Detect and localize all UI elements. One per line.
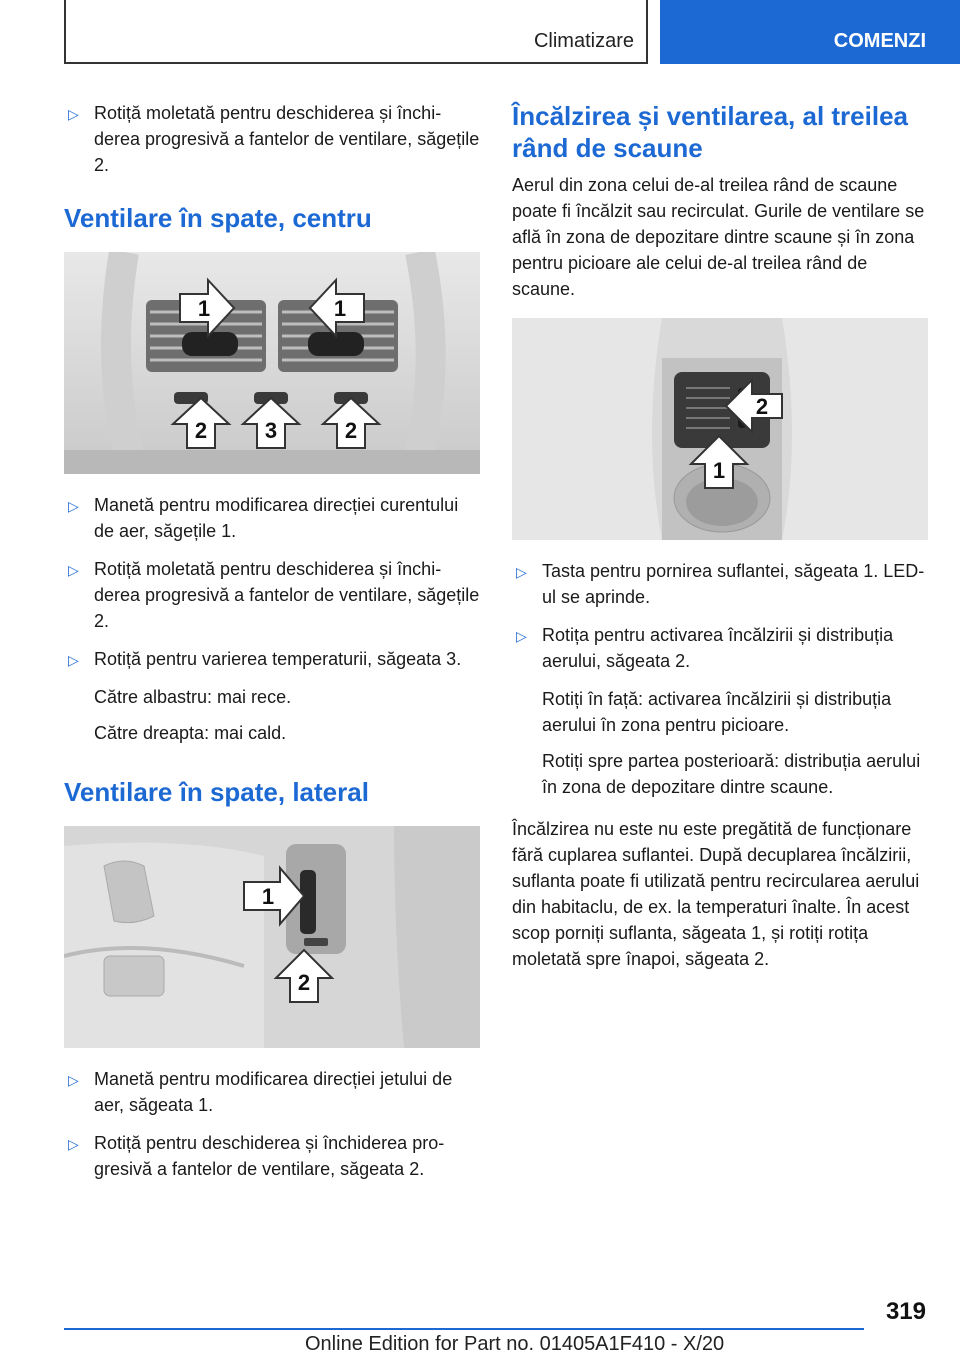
sub-item-text: Către albastru: mai rece. — [94, 687, 292, 707]
footer-divider — [64, 1328, 864, 1330]
list-item-text: Tasta pentru pornirea suflantei, săgeata 1. LED-ul se aprinde. — [542, 561, 925, 607]
figure-label: 2 — [755, 394, 769, 419]
header-chapter-tab[interactable] — [660, 0, 960, 64]
header-section-box — [64, 0, 648, 64]
bullet-triangle-icon: ▷ — [516, 628, 527, 644]
figure-label: 1 — [333, 296, 347, 321]
figure-label: 2 — [297, 970, 311, 995]
figure-label: 3 — [264, 418, 278, 443]
bullet-triangle-icon: ▷ — [68, 1136, 79, 1152]
list-item-text: Rotiță moletată pentru deschiderea și închiderea progresivă a fantelor de ventilare, săgețile 2. — [94, 559, 480, 631]
figure-third-row-console — [512, 318, 928, 540]
list-item — [64, 1066, 480, 1118]
sub-item-text: Către dreapta: mai cald. — [94, 723, 287, 743]
closing-paragraph: Încălzirea nu este nu este pregătită de funcționare fără cuplarea suflantei. După decuplarea încălzirii, suflanta poate fi utilizată pentru recircularea aerului din habitaclu, de ex. la temperaturi înalte. În acest scop porniți suflanta, săgeata 1, și rotiți rotița moletată spre înapoi, săgeata 2. — [512, 819, 920, 969]
section-heading-third-row: Încălzirea și ventilarea, al treilea rând de scaune — [512, 101, 909, 163]
bullet-triangle-icon: ▷ — [68, 106, 79, 122]
sub-item-text: Rotiți spre partea posterioară: distribuția aerului în zona de depozitare dintre scaune. — [542, 751, 921, 797]
list-item — [512, 622, 928, 674]
figure-rear-lateral-vent — [64, 826, 480, 1048]
list-item — [512, 558, 928, 610]
figure-label: 1 — [197, 296, 211, 321]
bullet-triangle-icon: ▷ — [516, 564, 527, 580]
figure-rear-center-vents — [64, 252, 480, 474]
bullet-triangle-icon: ▷ — [68, 498, 79, 514]
sub-item-text: Rotiți în față: activarea încălzirii și distribuția aerului în zona pentru picioare. — [542, 689, 892, 735]
left-column — [64, 100, 480, 1194]
header-section-title: Climatizare — [533, 30, 634, 52]
figure-label: 2 — [344, 418, 358, 443]
list-item — [64, 1130, 480, 1182]
list-item — [64, 100, 480, 178]
list-item-text: Manetă pentru modificarea direcției curentului de aer, săgețile 1. — [94, 495, 459, 541]
list-item-text: Rotiță moletată pentru deschiderea și închiderea progresivă a fantelor de ventilare, săgețile 2. — [94, 103, 480, 175]
figure-label: 1 — [261, 884, 275, 909]
bullet-triangle-icon: ▷ — [68, 652, 79, 668]
figure-label: 1 — [712, 458, 726, 483]
footer-edition-link[interactable]: Online Edition for Part no. 01405A1F410 - X/20 — [305, 1333, 725, 1355]
list-item-text: Manetă pentru modificarea direcției jetului de aer, săgeata 1. — [94, 1069, 453, 1115]
bullet-triangle-icon: ▷ — [68, 562, 79, 578]
list-item-text: Rotița pentru activarea încălzirii și distribuția aerului, săgeata 2. — [542, 625, 894, 671]
list-item — [64, 492, 480, 544]
header-chapter-label: COMENZI — [833, 30, 926, 52]
figure-label: 2 — [194, 418, 208, 443]
list-item-text: Rotiță pentru varierea temperaturii, săgeata 3. — [94, 649, 462, 669]
right-column — [512, 100, 928, 984]
list-item — [64, 556, 480, 634]
section-heading-center: Ventilare în spate, centru — [64, 203, 372, 233]
section-heading-lateral: Ventilare în spate, lateral — [64, 777, 369, 807]
list-item — [64, 646, 480, 672]
list-item-text: Rotiță pentru deschiderea și închiderea progresivă a fantelor de ventilare, săgeata 2. — [94, 1133, 445, 1179]
bullet-triangle-icon: ▷ — [68, 1072, 79, 1088]
intro-paragraph: Aerul din zona celui de-al treilea rând de scaune poate fi încălzit sau recirculat. Gurile de ventilare se află în zona de depozitare dintre scaune și în zona pentru picioare ale celui de-al treilea rând de scaune. — [512, 175, 925, 299]
page-number: 319 — [885, 1298, 926, 1325]
